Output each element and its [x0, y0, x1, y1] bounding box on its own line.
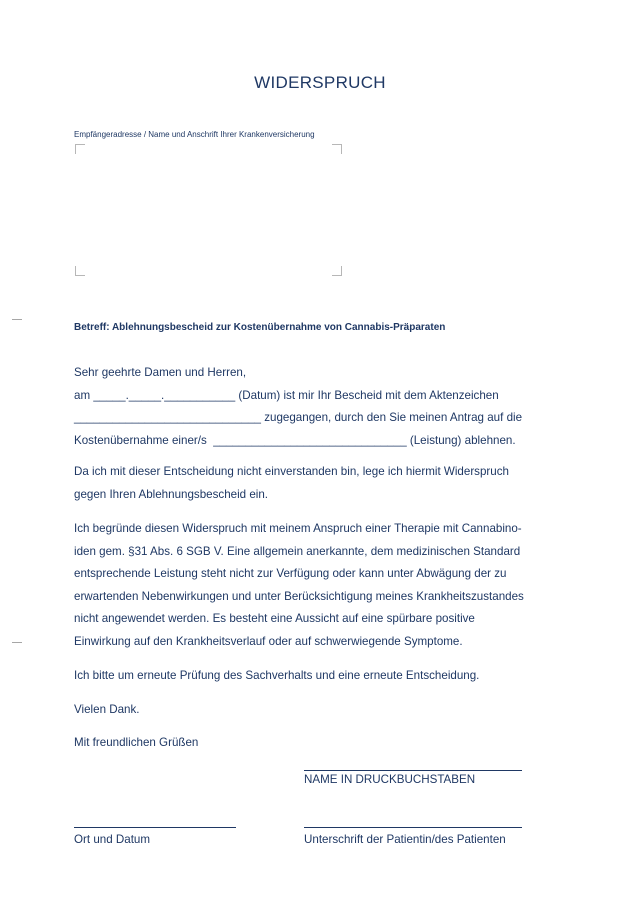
signature-label: Unterschrift der Patientin/des Patienten: [304, 833, 506, 846]
paragraph-line: entsprechende Leistung steht nicht zur Verfügung oder kann unter Abwägung der zu: [74, 567, 507, 580]
place-date-line[interactable]: [74, 827, 236, 828]
signature-line[interactable]: [304, 827, 522, 828]
address-corner-bottom-right: [332, 266, 342, 276]
paragraph-line: Da ich mit dieser Entscheidung nicht einverstanden bin, lege ich hiermit Widerspruch: [74, 465, 509, 478]
salutation-line: Sehr geehrte Damen und Herren,: [74, 366, 247, 379]
paragraph-line: gegen Ihren Ablehnungsbescheid ein.: [74, 487, 269, 501]
paragraph-line: Ich begründe diesen Widerspruch mit meinem Anspruch einer Therapie mit Cannabino-: [74, 522, 522, 535]
paragraph-line: erwartenden Nebenwirkungen und unter Berücksichtigung meines Krankheitszustandes: [74, 589, 524, 603]
fold-mark-bottom: [12, 642, 22, 643]
place-date-label: Ort und Datum: [74, 833, 151, 846]
address-label: Empfängeradresse / Name und Anschrift Ihrer Krankenversicherung: [74, 130, 315, 139]
paragraph-line: nicht angewendet werden. Es besteht eine Aussicht auf eine spürbare positive: [74, 612, 475, 625]
thanks-line: Vielen Dank.: [74, 703, 140, 716]
file-number-line: _____________________________ zugegangen, durch den Sie meinen Antrag auf die: [74, 411, 523, 424]
paragraph-line: Einwirkung auf den Krankheitsverlauf oder auf schwerwiegende Symptome.: [74, 634, 463, 648]
name-signature-line[interactable]: [304, 770, 522, 771]
document-title: WIDERSPRUCH: [254, 73, 386, 92]
address-corner-bottom-left: [75, 266, 85, 276]
service-line: Kostenübernahme einer/s ______________________________ (Leistung) ablehnen.: [74, 433, 516, 447]
fold-mark-top: [12, 319, 22, 320]
subject-line: Betreff: Ablehnungsbescheid zur Kostenübernahme von Cannabis-Präparaten: [74, 322, 446, 333]
name-label: NAME IN DRUCKBUCHSTABEN: [304, 773, 476, 786]
address-corner-top-right: [332, 144, 342, 154]
date-reference-line: am _____._____.___________ (Datum) ist mir Ihr Bescheid mit dem Aktenzeichen: [74, 388, 499, 402]
paragraph-request: Ich bitte um erneute Prüfung des Sachverhalts und eine erneute Entscheidung.: [74, 669, 480, 682]
address-corner-top-left: [75, 144, 85, 154]
paragraph-objection: [74, 461, 566, 506]
paragraph-justification: [74, 518, 566, 653]
salutation-block: [74, 362, 566, 452]
closing-line: Mit freundlichen Grüßen: [74, 736, 199, 749]
paragraph-line: iden gem. §31 Abs. 6 SGB V. Eine allgemein anerkannte, dem medizinischen Standard: [74, 544, 521, 558]
